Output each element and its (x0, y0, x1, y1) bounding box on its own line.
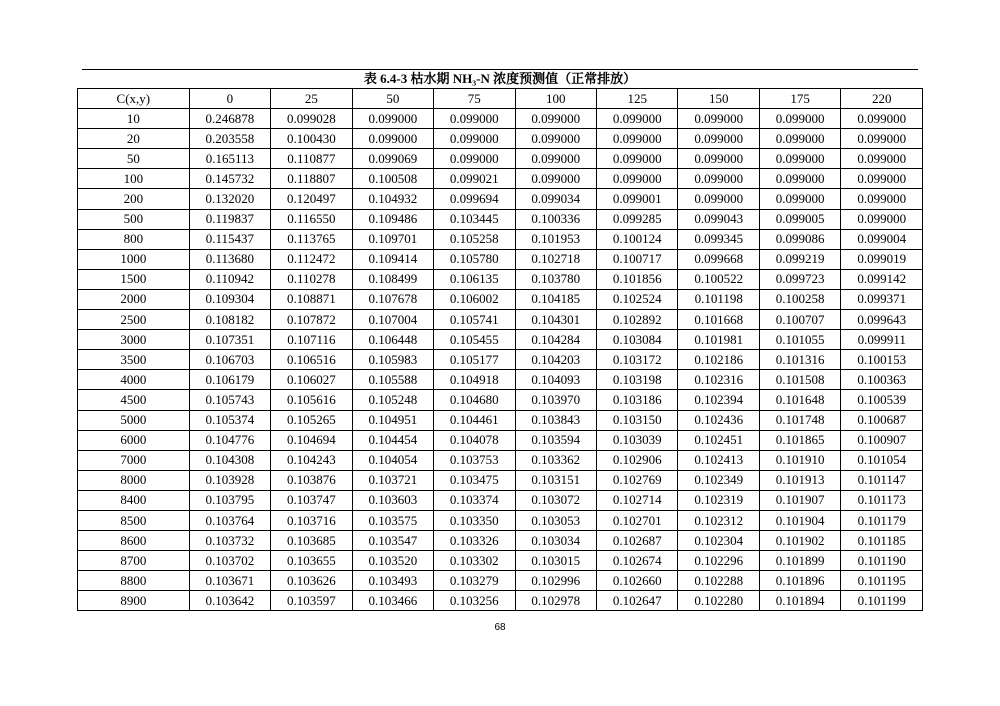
table-cell: 0.102714 (597, 490, 678, 510)
table-cell: 0.120497 (271, 189, 352, 209)
table-cell: 0.100687 (841, 410, 923, 430)
table-row (78, 551, 923, 571)
concentration-table (77, 88, 923, 611)
table-cell: 0.104776 (189, 430, 270, 450)
table-cell: 0.108182 (189, 310, 270, 330)
table-cell: 0.099723 (759, 269, 840, 289)
table-cell: 0.099000 (678, 129, 759, 149)
table-cell: 0.099000 (597, 129, 678, 149)
table-cell: 0.101508 (759, 370, 840, 390)
table-cell: 0.102280 (678, 591, 759, 611)
table-cell: 0.101899 (759, 551, 840, 571)
table-cell: 0.103642 (189, 591, 270, 611)
table-cell: 0.101748 (759, 410, 840, 430)
row-label: 2500 (78, 310, 190, 330)
table-cell: 0.102892 (597, 310, 678, 330)
table-cell: 0.101055 (759, 330, 840, 350)
table-cell: 0.101648 (759, 390, 840, 410)
table-cell: 0.203558 (189, 129, 270, 149)
table-cell: 0.101953 (515, 229, 596, 249)
column-header: 125 (597, 89, 678, 109)
table-cell: 0.102674 (597, 551, 678, 571)
table-cell: 0.103362 (515, 450, 596, 470)
row-label: 8600 (78, 531, 190, 551)
table-cell: 0.103626 (271, 571, 352, 591)
table-cell: 0.099000 (841, 109, 923, 129)
table-cell: 0.112472 (271, 249, 352, 269)
table-cell: 0.104932 (352, 189, 433, 209)
table-cell: 0.099000 (759, 189, 840, 209)
table-cell: 0.145732 (189, 169, 270, 189)
table-row (78, 330, 923, 350)
table-cell: 0.103594 (515, 430, 596, 450)
table-cell: 0.105177 (434, 350, 515, 370)
table-cell: 0.105455 (434, 330, 515, 350)
table-cell: 0.099000 (434, 109, 515, 129)
table-cell: 0.109304 (189, 289, 270, 309)
table-cell: 0.099005 (759, 209, 840, 229)
table-cell: 0.099000 (759, 109, 840, 129)
table-cell: 0.100153 (841, 350, 923, 370)
row-label: 8500 (78, 510, 190, 530)
row-label: 800 (78, 229, 190, 249)
table-cell: 0.099000 (515, 129, 596, 149)
table-cell: 0.099000 (678, 109, 759, 129)
table-cell: 0.102394 (678, 390, 759, 410)
table-cell: 0.118807 (271, 169, 352, 189)
table-cell: 0.106179 (189, 370, 270, 390)
row-label: 4500 (78, 390, 190, 410)
table-cell: 0.099000 (759, 149, 840, 169)
table-cell: 0.102186 (678, 350, 759, 370)
row-label: 2000 (78, 289, 190, 309)
table-cell: 0.101198 (678, 289, 759, 309)
table-row (78, 189, 923, 209)
table-cell: 0.105265 (271, 410, 352, 430)
table-cell: 0.104461 (434, 410, 515, 430)
table-cell: 0.104918 (434, 370, 515, 390)
row-label: 6000 (78, 430, 190, 450)
table-cell: 0.106002 (434, 289, 515, 309)
table-row (78, 209, 923, 229)
table-cell: 0.103685 (271, 531, 352, 551)
table-cell: 0.102413 (678, 450, 759, 470)
table-cell: 0.099001 (597, 189, 678, 209)
row-label: 20 (78, 129, 190, 149)
table-cell: 0.103747 (271, 490, 352, 510)
table-cell: 0.100907 (841, 430, 923, 450)
table-row (78, 370, 923, 390)
table-cell: 0.099668 (678, 249, 759, 269)
column-header: 150 (678, 89, 759, 109)
row-label: 8000 (78, 470, 190, 490)
table-cell: 0.102769 (597, 470, 678, 490)
table-cell: 0.108499 (352, 269, 433, 289)
table-cell: 0.099000 (841, 169, 923, 189)
table-row (78, 350, 923, 370)
table-cell: 0.103843 (515, 410, 596, 430)
table-cell: 0.102436 (678, 410, 759, 430)
table-cell: 0.101913 (759, 470, 840, 490)
table-cell: 0.099028 (271, 109, 352, 129)
table-cell: 0.099004 (841, 229, 923, 249)
table-cell: 0.104243 (271, 450, 352, 470)
table-cell: 0.103302 (434, 551, 515, 571)
column-header: 25 (271, 89, 352, 109)
table-cell: 0.102349 (678, 470, 759, 490)
table-cell: 0.104078 (434, 430, 515, 450)
table-cell: 0.102524 (597, 289, 678, 309)
table-cell: 0.099000 (352, 109, 433, 129)
table-cell: 0.104308 (189, 450, 270, 470)
table-cell: 0.103780 (515, 269, 596, 289)
table-cell: 0.103475 (434, 470, 515, 490)
row-label: 3500 (78, 350, 190, 370)
table-cell: 0.100430 (271, 129, 352, 149)
table-cell: 0.246878 (189, 109, 270, 129)
table-cell: 0.101856 (597, 269, 678, 289)
table-cell: 0.101896 (759, 571, 840, 591)
table-row (78, 229, 923, 249)
table-cell: 0.109414 (352, 249, 433, 269)
table-cell: 0.103716 (271, 510, 352, 530)
table-cell: 0.102996 (515, 571, 596, 591)
table-cell: 0.103053 (515, 510, 596, 530)
table-cell: 0.099000 (515, 149, 596, 169)
table-cell: 0.116550 (271, 209, 352, 229)
table-cell: 0.099694 (434, 189, 515, 209)
table-cell: 0.103072 (515, 490, 596, 510)
table-cell: 0.103721 (352, 470, 433, 490)
table-cell: 0.103671 (189, 571, 270, 591)
table-cell: 0.119837 (189, 209, 270, 229)
table-row (78, 149, 923, 169)
table-cell: 0.106027 (271, 370, 352, 390)
table-cell: 0.099285 (597, 209, 678, 229)
table-cell: 0.113680 (189, 249, 270, 269)
table-row (78, 591, 923, 611)
row-label: 1500 (78, 269, 190, 289)
table-cell: 0.108871 (271, 289, 352, 309)
table-cell: 0.099000 (434, 129, 515, 149)
table-cell: 0.099000 (515, 109, 596, 129)
table-cell: 0.099043 (678, 209, 759, 229)
table-cell: 0.104203 (515, 350, 596, 370)
table-cell: 0.104093 (515, 370, 596, 390)
table-cell: 0.100336 (515, 209, 596, 229)
row-label: 4000 (78, 370, 190, 390)
table-cell: 0.099019 (841, 249, 923, 269)
table-cell: 0.099000 (841, 209, 923, 229)
table-cell: 0.102304 (678, 531, 759, 551)
table-cell: 0.101195 (841, 571, 923, 591)
table-cell: 0.103603 (352, 490, 433, 510)
table-cell: 0.099000 (678, 189, 759, 209)
table-cell: 0.105780 (434, 249, 515, 269)
table-cell: 0.103034 (515, 531, 596, 551)
table-cell: 0.105616 (271, 390, 352, 410)
table-title: 表 6.4-3 枯水期 NH₃-N 浓度预测值（正常排放） (363, 71, 637, 86)
table-cell: 0.103753 (434, 450, 515, 470)
table-cell: 0.100717 (597, 249, 678, 269)
table-cell: 0.103928 (189, 470, 270, 490)
table-cell: 0.105741 (434, 310, 515, 330)
row-label: 8900 (78, 591, 190, 611)
table-cell: 0.102319 (678, 490, 759, 510)
table-cell: 0.103493 (352, 571, 433, 591)
table-cell: 0.100539 (841, 390, 923, 410)
table-cell: 0.105374 (189, 410, 270, 430)
table-cell: 0.103764 (189, 510, 270, 530)
table-cell: 0.103374 (434, 490, 515, 510)
table-cell: 0.103350 (434, 510, 515, 530)
table-cell: 0.099643 (841, 310, 923, 330)
table-cell: 0.103876 (271, 470, 352, 490)
table-cell: 0.103039 (597, 430, 678, 450)
table-row (78, 269, 923, 289)
table-cell: 0.103702 (189, 551, 270, 571)
table-cell: 0.102316 (678, 370, 759, 390)
table-row (78, 109, 923, 129)
table-cell: 0.107351 (189, 330, 270, 350)
table-cell: 0.104951 (352, 410, 433, 430)
table-cell: 0.107004 (352, 310, 433, 330)
table-cell: 0.115437 (189, 229, 270, 249)
table-row (78, 430, 923, 450)
table-cell: 0.104185 (515, 289, 596, 309)
table-cell: 0.102660 (597, 571, 678, 591)
table-cell: 0.103795 (189, 490, 270, 510)
table-row (78, 289, 923, 309)
table-cell: 0.101904 (759, 510, 840, 530)
table-cell: 0.103445 (434, 209, 515, 229)
table-cell: 0.100258 (759, 289, 840, 309)
corner-header: C(x,y) (78, 89, 190, 109)
table-cell: 0.103172 (597, 350, 678, 370)
table-row (78, 390, 923, 410)
table-cell: 0.099371 (841, 289, 923, 309)
table-cell: 0.132020 (189, 189, 270, 209)
column-header: 0 (189, 89, 270, 109)
table-cell: 0.102978 (515, 591, 596, 611)
table-cell: 0.103732 (189, 531, 270, 551)
row-label: 8400 (78, 490, 190, 510)
table-cell: 0.099000 (759, 169, 840, 189)
table-cell: 0.101316 (759, 350, 840, 370)
table-cell: 0.101173 (841, 490, 923, 510)
table-row (78, 490, 923, 510)
table-cell: 0.099000 (597, 109, 678, 129)
table-cell: 0.103186 (597, 390, 678, 410)
table-cell: 0.110942 (189, 269, 270, 289)
table-cell: 0.101190 (841, 551, 923, 571)
table-cell: 0.099069 (352, 149, 433, 169)
table-cell: 0.104284 (515, 330, 596, 350)
table-cell: 0.101907 (759, 490, 840, 510)
table-cell: 0.099000 (841, 149, 923, 169)
table-cell: 0.099911 (841, 330, 923, 350)
table-cell: 0.103151 (515, 470, 596, 490)
header-row (78, 89, 923, 109)
table-cell: 0.110278 (271, 269, 352, 289)
table-cell: 0.099000 (678, 169, 759, 189)
table-cell: 0.110877 (271, 149, 352, 169)
table-cell: 0.100124 (597, 229, 678, 249)
table-cell: 0.103547 (352, 531, 433, 551)
table-cell: 0.103575 (352, 510, 433, 530)
table-cell: 0.113765 (271, 229, 352, 249)
table-cell: 0.099000 (759, 129, 840, 149)
table-row (78, 129, 923, 149)
table-cell: 0.099142 (841, 269, 923, 289)
table-cell: 0.101179 (841, 510, 923, 530)
table-cell: 0.104301 (515, 310, 596, 330)
table-cell: 0.099034 (515, 189, 596, 209)
table-cell: 0.101910 (759, 450, 840, 470)
table-cell: 0.103655 (271, 551, 352, 571)
column-header: 100 (515, 89, 596, 109)
table-cell: 0.101147 (841, 470, 923, 490)
table-cell: 0.106703 (189, 350, 270, 370)
table-cell: 0.107116 (271, 330, 352, 350)
table-cell: 0.103520 (352, 551, 433, 571)
column-header: 75 (434, 89, 515, 109)
table-body (78, 109, 923, 611)
table-cell: 0.103970 (515, 390, 596, 410)
row-label: 7000 (78, 450, 190, 470)
table-cell: 0.103597 (271, 591, 352, 611)
table-cell: 0.102701 (597, 510, 678, 530)
table-cell: 0.103150 (597, 410, 678, 430)
table-row (78, 249, 923, 269)
table-cell: 0.105743 (189, 390, 270, 410)
table-cell: 0.109701 (352, 229, 433, 249)
table-cell: 0.102296 (678, 551, 759, 571)
row-label: 8800 (78, 571, 190, 591)
table-cell: 0.100707 (759, 310, 840, 330)
table-cell: 0.104454 (352, 430, 433, 450)
table-row (78, 470, 923, 490)
table-cell: 0.101054 (841, 450, 923, 470)
table-row (78, 310, 923, 330)
table-cell: 0.101199 (841, 591, 923, 611)
table-cell: 0.099086 (759, 229, 840, 249)
row-label: 3000 (78, 330, 190, 350)
table-row (78, 450, 923, 470)
table-cell: 0.105248 (352, 390, 433, 410)
column-header: 175 (759, 89, 840, 109)
table-cell: 0.099000 (352, 129, 433, 149)
table-cell: 0.103466 (352, 591, 433, 611)
table-cell: 0.099000 (597, 149, 678, 169)
table-cell: 0.099021 (434, 169, 515, 189)
row-label: 8700 (78, 551, 190, 571)
table-cell: 0.103279 (434, 571, 515, 591)
table-cell: 0.102906 (597, 450, 678, 470)
table-cell: 0.099000 (841, 189, 923, 209)
table-row (78, 571, 923, 591)
table-cell: 0.101894 (759, 591, 840, 611)
table-cell: 0.099219 (759, 249, 840, 269)
table-cell: 0.103015 (515, 551, 596, 571)
table-cell: 0.102718 (515, 249, 596, 269)
table-cell: 0.102687 (597, 531, 678, 551)
row-label: 100 (78, 169, 190, 189)
table-row (78, 531, 923, 551)
row-label: 200 (78, 189, 190, 209)
table-cell: 0.106448 (352, 330, 433, 350)
table-cell: 0.103084 (597, 330, 678, 350)
table-cell: 0.106135 (434, 269, 515, 289)
table-cell: 0.099000 (434, 149, 515, 169)
table-cell: 0.099345 (678, 229, 759, 249)
table-cell: 0.102451 (678, 430, 759, 450)
table-cell: 0.099000 (678, 149, 759, 169)
column-header: 50 (352, 89, 433, 109)
table-cell: 0.109486 (352, 209, 433, 229)
table-cell: 0.100363 (841, 370, 923, 390)
table-cell: 0.104054 (352, 450, 433, 470)
table-cell: 0.107872 (271, 310, 352, 330)
table-cell: 0.105588 (352, 370, 433, 390)
row-label: 5000 (78, 410, 190, 430)
table-cell: 0.099000 (515, 169, 596, 189)
row-label: 10 (78, 109, 190, 129)
row-label: 500 (78, 209, 190, 229)
row-label: 1000 (78, 249, 190, 269)
table-cell: 0.105983 (352, 350, 433, 370)
table-row (78, 169, 923, 189)
table-cell: 0.107678 (352, 289, 433, 309)
table-cell: 0.101902 (759, 531, 840, 551)
table-cell: 0.104680 (434, 390, 515, 410)
row-label: 50 (78, 149, 190, 169)
table-cell: 0.105258 (434, 229, 515, 249)
table-cell: 0.101981 (678, 330, 759, 350)
column-header: 220 (841, 89, 923, 109)
table-cell: 0.165113 (189, 149, 270, 169)
table-row (78, 410, 923, 430)
table-row (78, 510, 923, 530)
table-cell: 0.102312 (678, 510, 759, 530)
table-cell: 0.099000 (597, 169, 678, 189)
table-cell: 0.102647 (597, 591, 678, 611)
table-cell: 0.101668 (678, 310, 759, 330)
table-cell: 0.101185 (841, 531, 923, 551)
table-cell: 0.102288 (678, 571, 759, 591)
table-cell: 0.103256 (434, 591, 515, 611)
table-cell: 0.101865 (759, 430, 840, 450)
table-cell: 0.106516 (271, 350, 352, 370)
page-number: 68 (494, 622, 506, 633)
table-cell: 0.103326 (434, 531, 515, 551)
table-cell: 0.100522 (678, 269, 759, 289)
table-cell: 0.100508 (352, 169, 433, 189)
table-cell: 0.104694 (271, 430, 352, 450)
table-cell: 0.099000 (841, 129, 923, 149)
table-cell: 0.103198 (597, 370, 678, 390)
